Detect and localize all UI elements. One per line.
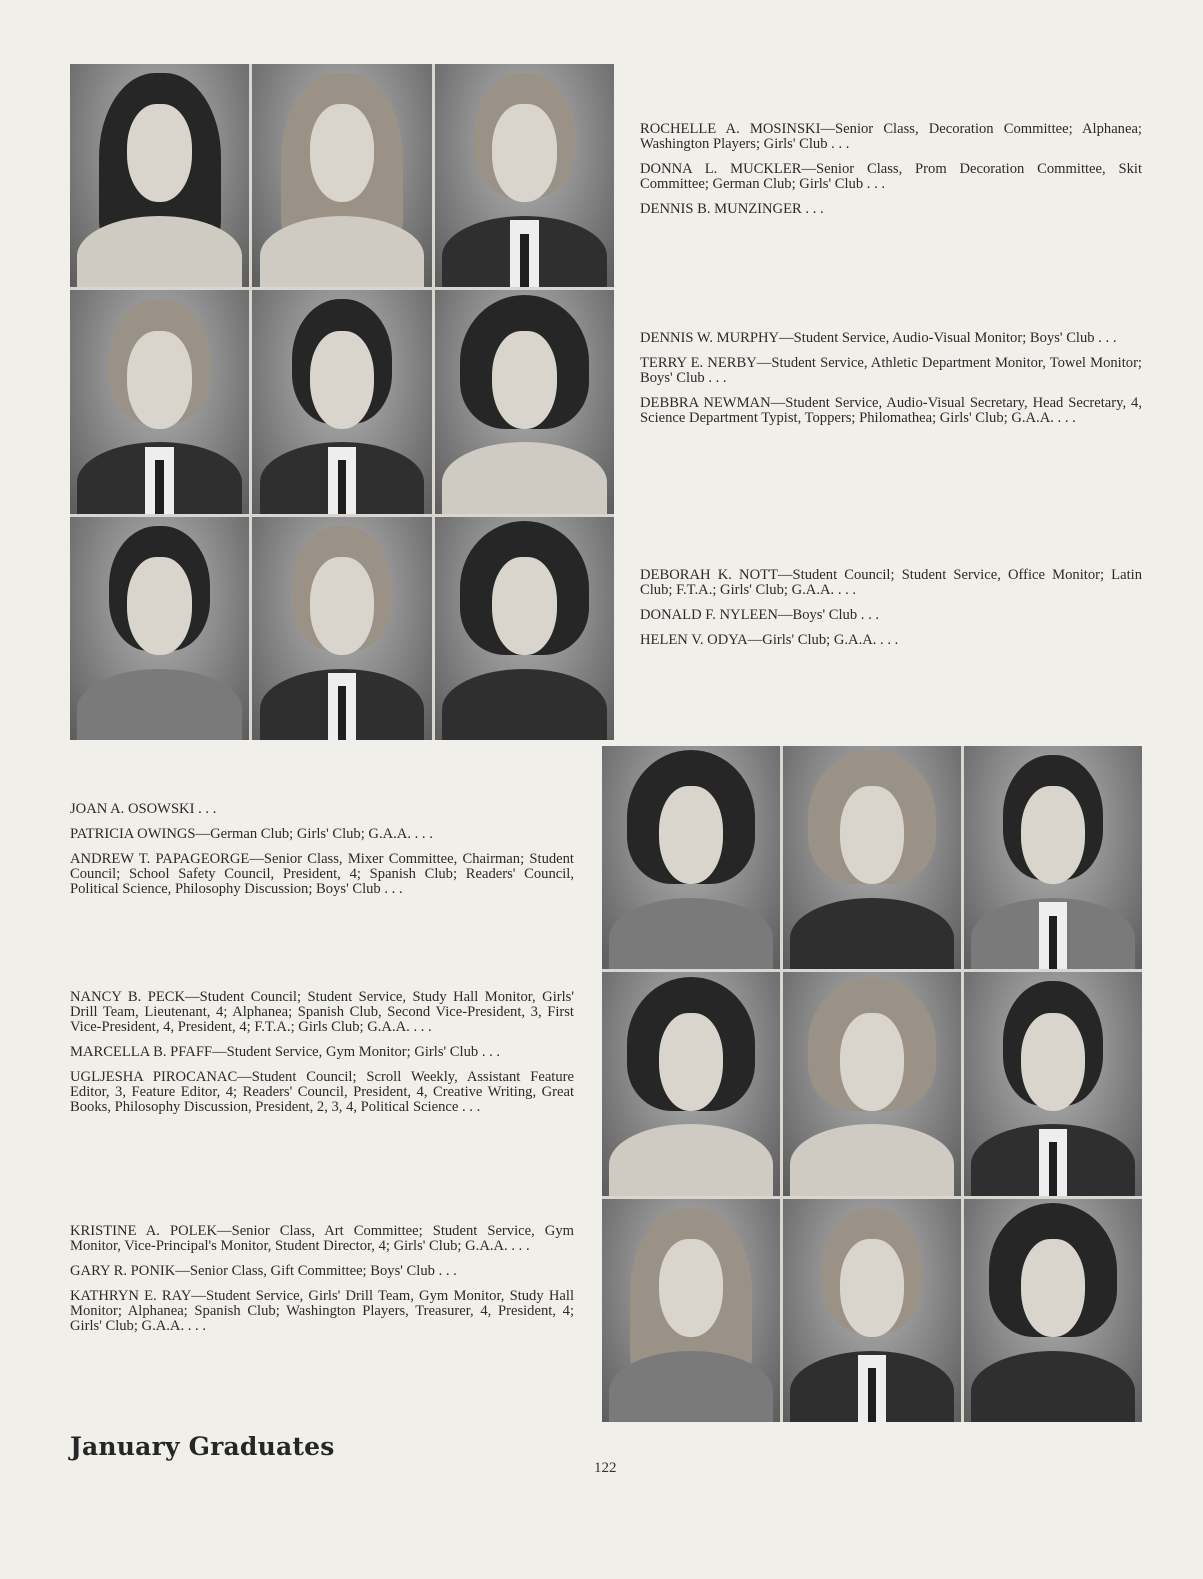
portrait-photo xyxy=(435,517,614,740)
portrait-photo xyxy=(964,746,1142,969)
portrait-photo xyxy=(70,290,249,513)
student-entry: DONALD F. NYLEEN—Boys' Club . . . xyxy=(640,607,880,623)
portrait-photo xyxy=(435,64,614,287)
photo-grid-top xyxy=(70,64,614,740)
student-entry: DENNIS B. MUNZINGER . . . xyxy=(640,201,824,217)
photo-grid-bottom xyxy=(602,746,1142,1422)
caption-group-5 xyxy=(70,990,574,1125)
portrait-photo xyxy=(602,746,780,969)
portrait-photo xyxy=(252,290,431,513)
student-entry: GARY R. PONIK—Senior Class, Gift Committee; Boys' Club . . . xyxy=(70,1263,457,1279)
portrait-photo xyxy=(252,64,431,287)
student-entry: HELEN V. ODYA—Girls' Club; G.A.A. . . . xyxy=(640,632,899,648)
page-number: 122 xyxy=(594,1460,617,1476)
portrait-photo xyxy=(964,972,1142,1195)
student-entry: JOAN A. OSOWSKI . . . xyxy=(70,801,217,817)
student-entry: KATHRYN E. RAY—Student Service, Girls' Drill Team, Gym Monitor, Study Hall Monitor; Alphanea; Spanish Club; Washington Players, Treasurer, 4, President, 4; Girls' Club; G.A.A. . . . xyxy=(70,1288,574,1334)
portrait-photo xyxy=(602,1199,780,1422)
student-entry: DENNIS W. MURPHY—Student Service, Audio-Visual Monitor; Boys' Club . . . xyxy=(640,330,1117,346)
caption-group-1 xyxy=(640,122,1142,227)
student-entry: TERRY E. NERBY—Student Service, Athletic Department Monitor, Towel Monitor; Boys' Club . . . xyxy=(640,355,1142,386)
student-entry: NANCY B. PECK—Student Council; Student Service, Study Hall Monitor, Girls' Drill Team, Lieutenant, 4; Alphanea; Spanish Club, Second Vice-President, 3, First Vice-President, 4, President, 4; F.T.A.; Girls Club; G.A.A. . . . xyxy=(70,989,574,1035)
portrait-photo xyxy=(435,290,614,513)
student-entry: KRISTINE A. POLEK—Senior Class, Art Committee; Student Service, Gym Monitor, Vice-Principal's Monitor, Student Director, 4; Girls' Club; G.A.A. . . . xyxy=(70,1223,574,1254)
student-entry: DONNA L. MUCKLER—Senior Class, Prom Decoration Committee, Skit Committee; German Club; Girls' Club . . . xyxy=(640,161,1142,192)
portrait-photo xyxy=(70,517,249,740)
portrait-photo xyxy=(783,746,961,969)
student-entry: PATRICIA OWINGS—German Club; Girls' Club; G.A.A. . . . xyxy=(70,826,433,842)
student-entry: UGLJESHA PIROCANAC—Student Council; Scroll Weekly, Assistant Feature Editor, 3, Feature Editor, 4; Readers' Council, President, 4, Creative Writing, Great Books, Philosophy Discussion, President, 2, 3, 4, Political Science . . . xyxy=(70,1069,574,1115)
portrait-photo xyxy=(70,64,249,287)
student-entry: MARCELLA B. PFAFF—Student Service, Gym Monitor; Girls' Club . . . xyxy=(70,1044,501,1060)
section-title: January Graduates xyxy=(70,1432,335,1461)
portrait-photo xyxy=(783,1199,961,1422)
student-entry: DEBBRA NEWMAN—Student Service, Audio-Visual Secretary, Head Secretary, 4, Science Department Typist, Toppers; Philomathea; Girls' Club; G.A.A. . . . xyxy=(640,395,1142,426)
portrait-photo xyxy=(964,1199,1142,1422)
portrait-photo xyxy=(602,972,780,1195)
caption-group-2 xyxy=(640,331,1142,436)
caption-group-6 xyxy=(70,1224,574,1344)
portrait-photo xyxy=(252,517,431,740)
portrait-photo xyxy=(783,972,961,1195)
caption-group-3 xyxy=(640,568,1142,658)
student-entry: DEBORAH K. NOTT—Student Council; Student Service, Office Monitor; Latin Club; F.T.A.; Girls' Club; G.A.A. . . . xyxy=(640,567,1142,598)
student-entry: ANDREW T. PAPAGEORGE—Senior Class, Mixer Committee, Chairman; Student Council; School Safety Council, President, 4; Spanish Club; Readers' Council, Political Science, Philosophy Discussion; Boys' Club . . . xyxy=(70,851,574,897)
caption-group-4 xyxy=(70,802,574,907)
student-entry: ROCHELLE A. MOSINSKI—Senior Class, Decoration Committee; Alphanea; Washington Players; Girls' Club . . . xyxy=(640,121,1142,152)
